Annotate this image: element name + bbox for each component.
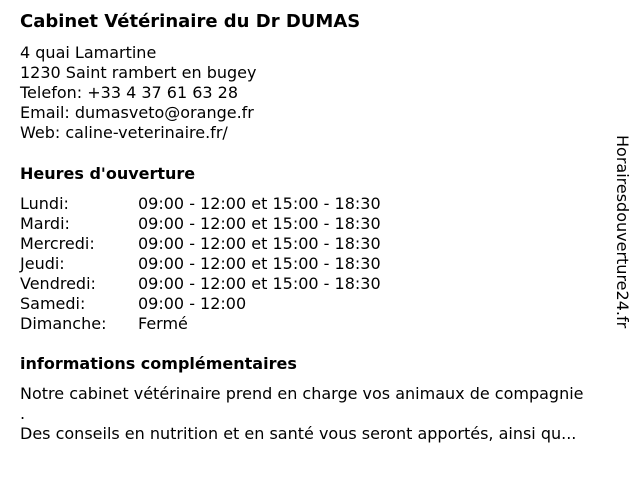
watermark: Horairesdouverture24.fr: [613, 135, 632, 329]
info-line: .: [20, 404, 26, 423]
day-label: Dimanche:: [20, 314, 107, 333]
phone-number: Telefon: +33 4 37 61 63 28: [20, 83, 239, 102]
info-line: Notre cabinet vétérinaire prend en charge vos animaux de compagnie: [20, 384, 584, 403]
address-city: 1230 Saint rambert en bugey: [20, 63, 257, 82]
contact-block: [20, 43, 256, 143]
additional-info-heading: informations complémentaires: [20, 354, 297, 373]
opening-hours-heading: Heures d'ouverture: [20, 164, 196, 183]
day-label: Mardi:: [20, 214, 70, 233]
email-address: Email: dumasveto@orange.fr: [20, 103, 254, 122]
hours-value: 09:00 - 12:00 et 15:00 - 18:30: [138, 194, 381, 213]
day-label: Mercredi:: [20, 234, 95, 253]
day-label: Samedi:: [20, 294, 86, 313]
hours-value: 09:00 - 12:00: [138, 294, 247, 313]
page-title: Cabinet Vétérinaire du Dr DUMAS: [20, 11, 361, 32]
hours-value: 09:00 - 12:00 et 15:00 - 18:30: [138, 274, 381, 293]
hours-value: 09:00 - 12:00 et 15:00 - 18:30: [138, 254, 381, 273]
website: Web: caline-veterinaire.fr/: [20, 123, 228, 142]
day-label: Lundi:: [20, 194, 69, 213]
additional-info-text: [20, 384, 632, 444]
hours-value: 09:00 - 12:00 et 15:00 - 18:30: [138, 214, 381, 233]
address-street: 4 quai Lamartine: [20, 43, 157, 62]
hours-value: Fermé: [138, 314, 188, 333]
hours-value: 09:00 - 12:00 et 15:00 - 18:30: [138, 234, 381, 253]
day-label: Vendredi:: [20, 274, 96, 293]
day-label: Jeudi:: [20, 254, 65, 273]
info-line: Des conseils en nutrition et en santé vous seront apportés, ainsi qu...: [20, 424, 577, 443]
